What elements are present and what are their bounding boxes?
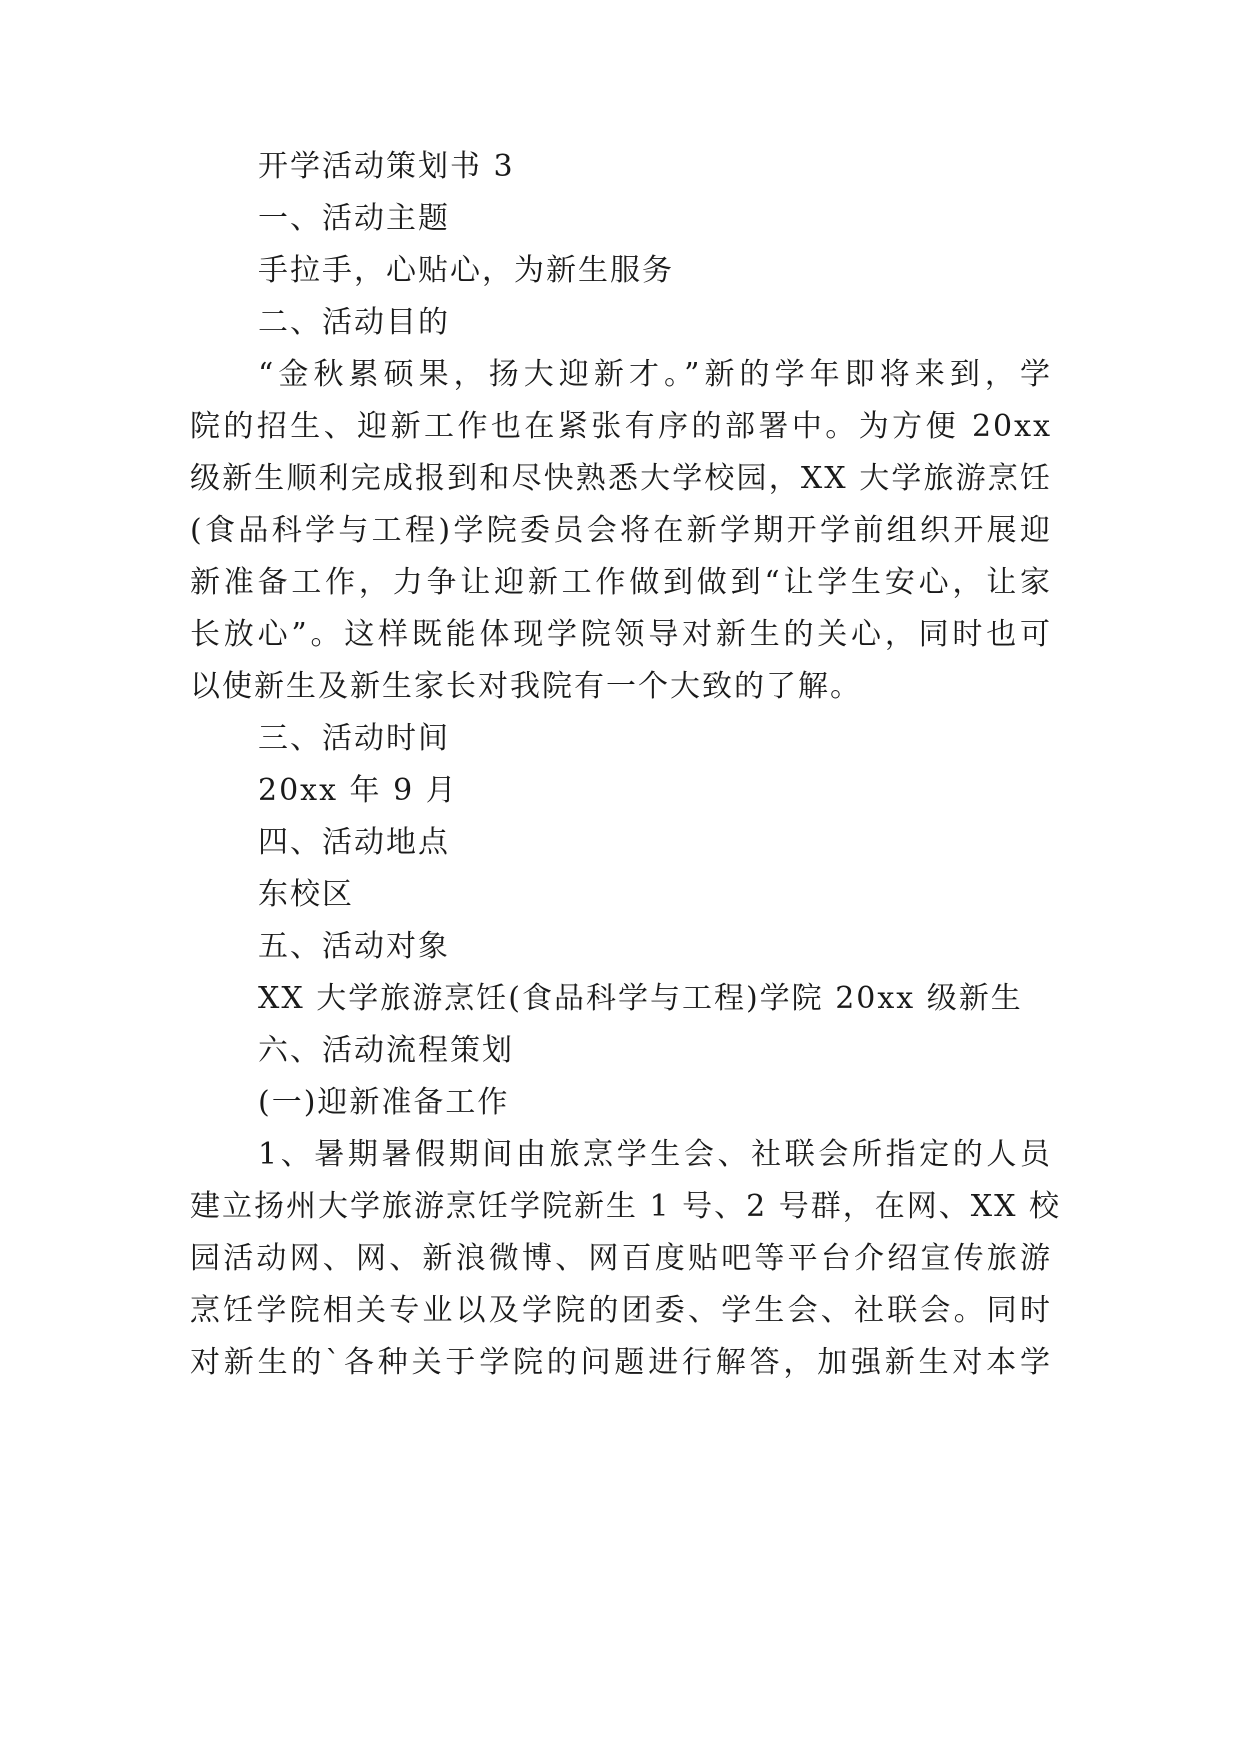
- section-heading: 四、活动地点: [258, 825, 450, 860]
- paragraph-line: 以使新生及新生家长对我院有一个大致的了解。: [190, 669, 862, 704]
- section-heading: 三、活动时间: [258, 721, 450, 756]
- paragraph-line: XX 大学旅游烹饪(食品科学与工程)学院 20xx 级新生: [258, 981, 1023, 1016]
- paragraph-line: 园活动网、网、新浪微博、网百度贴吧等平台介绍宣传旅游: [190, 1241, 1052, 1276]
- paragraph-line: 20xx 年 9 月: [258, 773, 458, 808]
- paragraph-line: 建立扬州大学旅游烹饪学院新生 1 号、2 号群，在网、XX 校: [190, 1189, 1062, 1224]
- section-heading: 一、活动主题: [258, 201, 450, 236]
- paragraph-line: 级新生顺利完成报到和尽快熟悉大学校园，XX 大学旅游烹饪: [190, 461, 1052, 496]
- sub-heading: (一)迎新准备工作: [258, 1085, 510, 1120]
- paragraph-line: 1、暑期暑假期间由旅烹学生会、社联会所指定的人员: [258, 1137, 1052, 1172]
- paragraph-line: 烹饪学院相关专业以及学院的团委、学生会、社联会。同时: [190, 1293, 1052, 1328]
- paragraph-line: (食品科学与工程)学院委员会将在新学期开学前组织开展迎: [190, 513, 1052, 548]
- section-heading: 六、活动流程策划: [258, 1033, 514, 1068]
- paragraph-line: 东校区: [258, 877, 354, 912]
- paragraph-line: “金秋累硕果，扬大迎新才。”新的学年即将来到，学: [258, 357, 1052, 392]
- paragraph-line: 对新生的`各种关于学院的问题进行解答，加强新生对本学: [190, 1345, 1052, 1380]
- section-heading: 五、活动对象: [258, 929, 450, 964]
- paragraph-line: 长放心”。这样既能体现学院领导对新生的关心，同时也可: [190, 617, 1052, 652]
- paragraph-line: 院的招生、迎新工作也在紧张有序的部署中。为方便 20xx: [190, 409, 1052, 444]
- document-title: 开学活动策划书 3: [258, 149, 515, 184]
- paragraph-line: 手拉手，心贴心，为新生服务: [258, 253, 674, 288]
- section-heading: 二、活动目的: [258, 305, 450, 340]
- paragraph-line: 新准备工作，力争让迎新工作做到做到“让学生安心，让家: [190, 565, 1052, 600]
